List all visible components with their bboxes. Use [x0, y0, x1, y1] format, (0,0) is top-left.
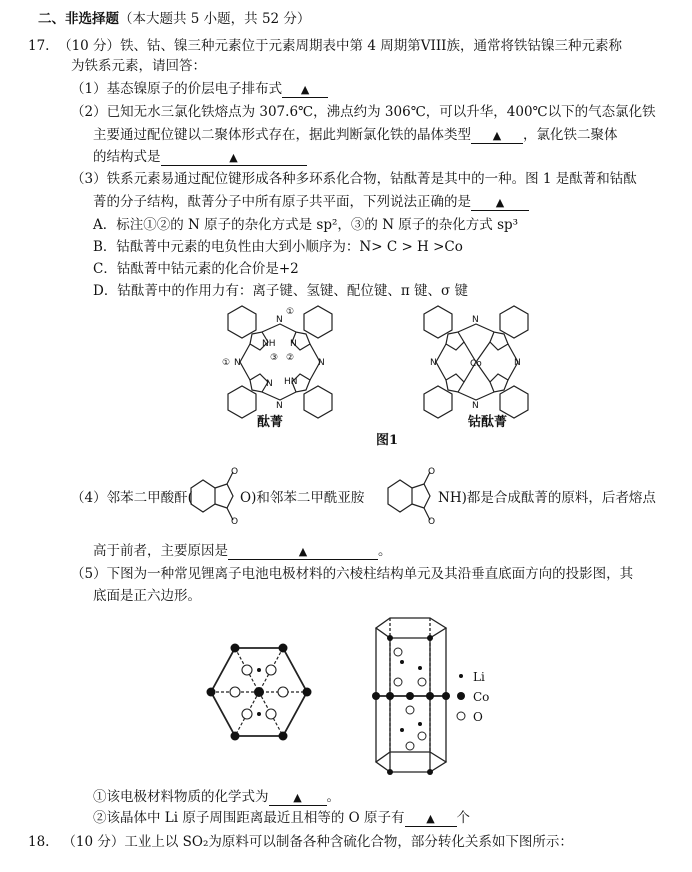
atom-co-label: Co [470, 359, 482, 369]
q17-score: （10 分） [58, 38, 121, 54]
answer-blank-7[interactable] [405, 810, 457, 827]
q17-part4-line2 [93, 542, 392, 560]
hexagon-projection-figure [205, 640, 313, 744]
atom-n-label: N [276, 315, 283, 325]
legend-co-marker [457, 692, 465, 700]
q18-text: 工业上以 SO₂为原料可以制备各种含硫化合物，部分转化关系如下图所示： [124, 834, 573, 850]
atom-o-label: O [428, 467, 436, 477]
q17-part2-line1: （2）已知无水三氯化铁熔点为 307.6℃，沸点约为 306℃，可以升华，400℃以下的气态氯化铁 [71, 104, 656, 120]
legend-li-marker [459, 674, 463, 678]
atom-n-label: N [514, 358, 521, 368]
atom-n-label: N [276, 401, 283, 411]
q17-part2-text-a: 主要通过配位键以二聚体形式存在，据此判断氯化铁的晶体类型 [93, 127, 471, 143]
legend-o: O [473, 710, 483, 724]
figure-label-phthalocyanine: 酞菁 [257, 415, 284, 430]
legend-o-marker [457, 712, 465, 720]
legend-markers [455, 668, 467, 728]
q18-number: 18. [28, 834, 50, 850]
atom-n-label: N [472, 315, 479, 325]
q17-part3-text: 菁的分子结构，酞菁分子中所有原子共平面，下列说法正确的是 [93, 194, 471, 210]
q18-score: （10 分） [62, 834, 125, 850]
answer-blank-3[interactable] [161, 149, 307, 166]
q17-part5-sub1 [93, 788, 340, 806]
q17-part4-end: 。 [378, 543, 392, 559]
q17-part4-text-b: O)和邻苯二甲酰亚胺 [240, 490, 365, 506]
atom-hn-label: HN [284, 377, 298, 387]
q17-part2-line2 [93, 126, 618, 144]
answer-blank-1[interactable] [282, 81, 328, 98]
benzene-ring [304, 386, 332, 418]
blank-marker: ▲ [298, 545, 308, 558]
answer-blank-4[interactable] [471, 194, 529, 211]
q17-part3-line2 [93, 193, 529, 211]
atom-n-label: N [430, 358, 437, 368]
q17-part5-line1: （5）下图为一种常见锂离子电池电极材料的六棱柱结构单元及其沿垂直底面方向的投影图，其 [71, 566, 634, 582]
q17-intro-line2: 为铁系元素，请回答： [71, 58, 206, 74]
q17-part2-text-c: 的结构式是 [93, 149, 161, 165]
atom-o-label: O [231, 467, 239, 477]
q17-part1-text: （1）基态镍原子的价层电子排布式 [71, 81, 283, 97]
q17-sub2-text: ②该晶体中 Li 原子周围距离最近且相等的 O 原子有 [93, 810, 405, 826]
answer-blank-5[interactable] [228, 543, 378, 560]
q17-part2-text-b: ，氯化铁二聚体 [523, 127, 618, 143]
blank-marker: ▲ [300, 83, 310, 96]
atom-n-label: N [234, 358, 241, 368]
q17-intro [28, 37, 622, 55]
legend-li: Li [473, 670, 485, 684]
blank-marker: ▲ [492, 129, 502, 142]
q17-sub1-end: 。 [326, 789, 340, 805]
option-c: C．钴酞菁中钴元素的化合价是+2 [93, 261, 299, 277]
legend-co: Co [473, 690, 490, 704]
marker-1: ① [222, 358, 231, 368]
q17-part1 [71, 80, 328, 98]
atom-n-label: N [266, 379, 273, 389]
atom-o-label: O [428, 517, 436, 526]
legend [473, 667, 489, 727]
q17-part4-line1 [71, 489, 193, 507]
blank-marker: ▲ [229, 151, 238, 164]
marker-2: ② [286, 353, 295, 363]
atom-n-label: N [290, 339, 297, 349]
marker-1: ① [286, 307, 295, 317]
q17-part2-line3 [93, 148, 307, 166]
figure-label-cobalt-phthalocyanine: 钴酞菁 [468, 415, 508, 430]
q17-part4-text-d: 高于前者，主要原因是 [93, 543, 228, 559]
hexagonal-prism-figure [372, 612, 452, 776]
q17-sub2-end: 个 [456, 810, 471, 826]
answer-blank-6[interactable] [269, 789, 327, 806]
q17-number: 17. [28, 38, 50, 54]
q18-intro [28, 833, 573, 851]
section-note: （本大题共 5 小题，共 52 分） [119, 11, 311, 27]
q17-part4-text-c: NH)都是合成酞菁的原料，后者熔点 [438, 490, 656, 506]
option-a: A．标注①②的 N 原子的杂化方式是 sp²，③的 N 原子的杂化方式 sp³ [93, 217, 519, 233]
section-header [38, 10, 310, 28]
option-b: B．钴酞菁中元素的电负性由大到小顺序为：N> C > H >Co [93, 239, 463, 255]
atom-nh-label: NH [262, 339, 276, 349]
benzene-ring [304, 306, 332, 338]
marker-3: ③ [270, 353, 279, 363]
atom-n-label: N [318, 358, 325, 368]
q17-intro-line1: 铁、钴、镍三种元素位于元素周期表中第 4 周期第VIII族，通常将铁钴镍三种元素称 [120, 38, 622, 54]
blank-marker: ▲ [495, 196, 505, 209]
blank-marker: ▲ [426, 812, 435, 825]
q17-part5-sub2 [93, 809, 470, 827]
figure-1-caption: 图1 [376, 433, 399, 448]
option-d: D．钴酞菁中的作用力有：离子键、氢键、配位键、π 键、σ 键 [93, 283, 468, 299]
q17-part4-text-a: （4）邻苯二甲酸酐( [71, 490, 193, 506]
benzene-ring [228, 306, 256, 338]
atom-o-label: O [231, 517, 239, 526]
q17-sub1-text: ①该电极材料物质的化学式为 [93, 789, 269, 805]
answer-blank-2[interactable] [471, 127, 523, 144]
atom-n-label: N [472, 401, 479, 411]
q17-part3-line1: （3）铁系元素易通过配位键形成各种多环系化合物，钴酞菁是其中的一种。图 1 是酞菁和钴酞 [71, 171, 637, 187]
blank-marker: ▲ [293, 791, 302, 804]
section-title: 二、非选择题 [38, 11, 119, 27]
q17-part5-line2: 底面是正六边形。 [93, 588, 201, 604]
benzene-ring [228, 386, 256, 418]
